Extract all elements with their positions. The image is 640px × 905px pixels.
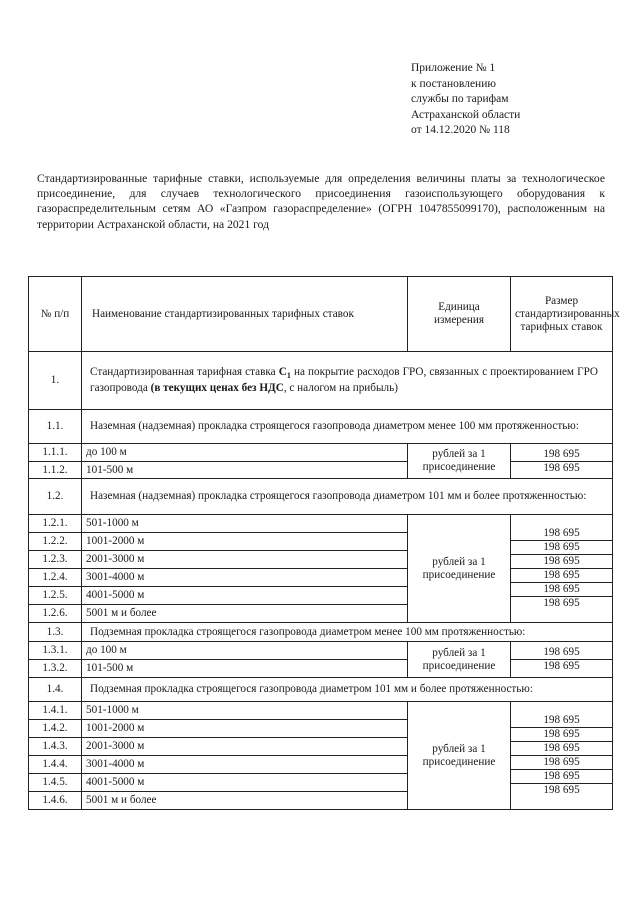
appendix-line: от 14.12.2020 № 118	[411, 124, 510, 136]
row-value: 198 695	[511, 714, 612, 728]
unit-cell: рублей за 1 присоединение	[408, 444, 511, 479]
row-name: 3001-4000 м	[82, 756, 408, 774]
row-num: 1.4.5.	[29, 774, 82, 792]
row-name: 501-1000 м	[82, 515, 408, 533]
section-num: 1.	[29, 352, 82, 410]
group-num: 1.1.	[29, 410, 82, 444]
table-row	[29, 515, 613, 533]
row-name: 5001 м и более	[82, 792, 408, 810]
row-name: 1001-2000 м	[82, 720, 408, 738]
row-name: 4001-5000 м	[82, 774, 408, 792]
unit-cell: рублей за 1 присоединение	[408, 702, 511, 810]
group-num: 1.2.	[29, 479, 82, 515]
table-header-row	[29, 277, 613, 352]
appendix-block	[411, 61, 520, 139]
row-value: 198 695	[511, 646, 612, 660]
row-num: 1.1.2.	[29, 462, 82, 479]
row-value: 198 695	[543, 660, 580, 672]
row-name: 501-1000 м	[82, 702, 408, 720]
header-size: Размер стандартизированных тарифных ставок	[511, 277, 613, 352]
row-num: 1.1.1.	[29, 444, 82, 462]
unit-cell: рублей за 1 присоединение	[408, 515, 511, 623]
row-num: 1.2.4.	[29, 569, 82, 587]
row-num: 1.2.5.	[29, 587, 82, 605]
group-title-row	[29, 410, 613, 444]
value-cell	[511, 515, 613, 623]
row-name: 5001 м и более	[82, 605, 408, 623]
section-text-a: Стандартизированная тарифная ставка	[90, 365, 276, 378]
row-value: 198 695	[511, 583, 612, 597]
row-value: 198 695	[511, 742, 612, 756]
row-num: 1.2.6.	[29, 605, 82, 623]
row-num: 1.3.2.	[29, 660, 82, 678]
section-text-c: , с налогом на прибыль)	[283, 382, 398, 395]
table-row	[29, 642, 613, 660]
row-value: 198 695	[511, 756, 612, 770]
appendix-line: Приложение № 1	[411, 62, 496, 74]
value-cell	[511, 702, 613, 810]
row-value: 198 695	[511, 555, 612, 569]
row-value: 198 695	[511, 541, 612, 555]
appendix-line: к постановлению	[411, 77, 496, 90]
group-title-row	[29, 479, 613, 515]
header-unit: Единица измерения	[408, 277, 511, 352]
row-num: 1.2.1.	[29, 515, 82, 533]
value-cell	[511, 444, 613, 479]
row-name: 101-500 м	[82, 660, 408, 678]
group-title: Наземная (надземная) прокладка строящегося газопровода диаметром менее 100 мм протяженностью:	[82, 410, 613, 444]
section-symbol-sub: 1	[286, 371, 291, 381]
row-name: 2001-3000 м	[82, 551, 408, 569]
group-title: Наземная (надземная) прокладка строящегося газопровода диаметром 101 мм и более протяженностью:	[82, 479, 613, 515]
value-cell	[511, 642, 613, 678]
group-num: 1.3.	[29, 623, 82, 642]
row-num: 1.4.3.	[29, 738, 82, 756]
unit-cell: рублей за 1 присоединение	[408, 642, 511, 678]
section-text-b: на покрытие расходов ГРО, связанных с проектированием ГРО газопровода	[90, 365, 599, 395]
row-value: 198 695	[511, 770, 612, 784]
row-value: 198 695	[511, 448, 612, 462]
row-name: 3001-4000 м	[82, 569, 408, 587]
row-value: 198 695	[543, 784, 580, 796]
appendix-line: службы по тарифам	[411, 93, 509, 105]
row-num: 1.4.1.	[29, 702, 82, 720]
section-symbol: $С_1$	[278, 365, 291, 381]
row-num: 1.4.6.	[29, 792, 82, 810]
group-title: Подземная прокладка строящегося газопровода диаметром менее 100 мм протяженностью:	[82, 623, 613, 642]
section-row-1	[29, 352, 613, 410]
row-value: 198 695	[543, 597, 580, 609]
row-num: 1.3.1.	[29, 642, 82, 660]
row-value: 198 695	[511, 527, 612, 541]
row-value: 198 695	[511, 569, 612, 583]
document-heading: Стандартизированные тарифные ставки, используемые для определения величины платы за технологическое присоединение, для случаев технологического присоединения газоиспользующего оборудования к газораспределительным сетям АО «Газпром газораспределение» (ОГРН 1047855099170), расположенным на территории Астраханской области, на 2021 год	[37, 172, 605, 231]
row-num: 1.4.2.	[29, 720, 82, 738]
row-name: 101-500 м	[82, 462, 408, 479]
row-num: 1.2.2.	[29, 533, 82, 551]
section-title	[82, 352, 613, 410]
row-name: 1001-2000 м	[82, 533, 408, 551]
section-bold: (в текущих ценах без НДС	[150, 382, 284, 395]
appendix-line: Астраханской области	[411, 108, 521, 121]
header-name: Наименование стандартизированных тарифных ставок	[82, 277, 408, 352]
row-name: до 100 м	[82, 642, 408, 660]
group-title: Подземная прокладка строящегося газопровода диаметром 101 мм и более протяженностью:	[82, 678, 613, 702]
tariff-table	[28, 276, 620, 810]
group-num: 1.4.	[29, 678, 82, 702]
row-name: 2001-3000 м	[82, 738, 408, 756]
table-row	[29, 444, 613, 462]
row-name: 4001-5000 м	[82, 587, 408, 605]
group-title-row	[29, 623, 613, 642]
table-row	[29, 702, 613, 720]
group-title-row	[29, 678, 613, 702]
row-value: 198 695	[543, 461, 580, 474]
row-value: 198 695	[511, 728, 612, 742]
row-num: 1.4.4.	[29, 756, 82, 774]
row-num: 1.2.3.	[29, 551, 82, 569]
row-name: до 100 м	[82, 444, 408, 462]
header-num: № п/п	[29, 277, 82, 352]
